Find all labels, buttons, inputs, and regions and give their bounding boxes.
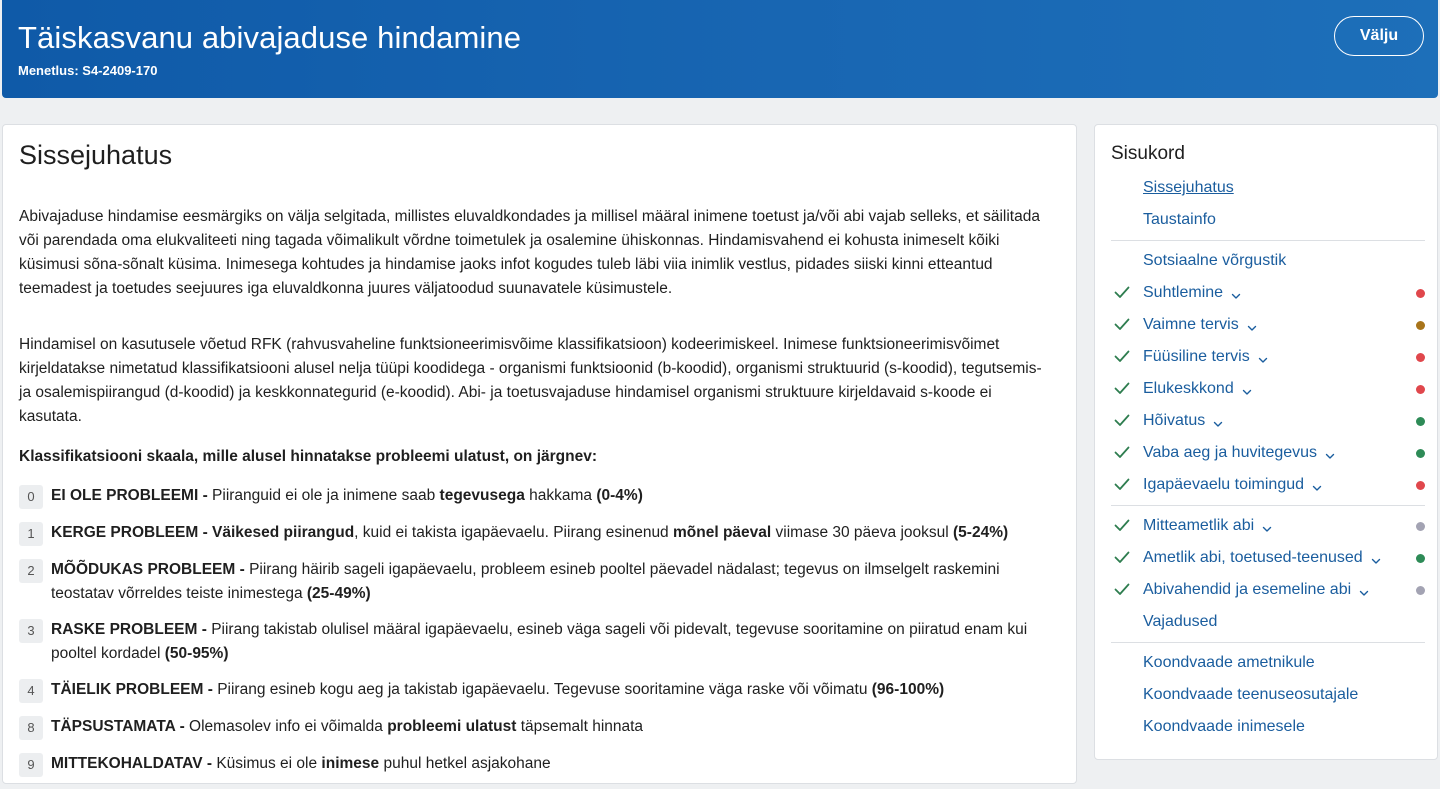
scale-code-badge: 0 <box>19 485 43 509</box>
toc-item-text: Koondvaade ametnikule <box>1143 654 1315 671</box>
toc-item-label[interactable] <box>1143 348 1268 366</box>
toc-item-text: Mitteametlik abi <box>1143 517 1255 534</box>
scale-item <box>19 618 1060 666</box>
scale-code-badge: 3 <box>19 619 43 643</box>
toc-item-label[interactable] <box>1143 686 1358 704</box>
toc-divider <box>1111 240 1425 241</box>
scale-emphasis: TÄIELIK PROBLEEM - <box>51 681 218 698</box>
scale-title: Klassifikatsiooni skaala, mille alusel hinnatakse probleemi ulatust, on järgnev: <box>19 448 597 465</box>
toc-item-text: Sotsiaalne võrgustik <box>1143 252 1287 269</box>
exit-button[interactable]: Välju <box>1334 16 1424 56</box>
check-icon <box>1113 475 1131 493</box>
scale-item <box>19 558 1060 606</box>
toc-item-abivahendid-ja-esemeline-abi[interactable] <box>1111 574 1425 606</box>
status-dot <box>1416 481 1425 490</box>
section-heading: Sissejuhatus <box>19 140 173 170</box>
scale-emphasis: MITTEKOHALDATAV - <box>51 755 217 772</box>
scale-code-badge: 8 <box>19 716 43 740</box>
check-icon <box>1113 411 1131 429</box>
scale-description <box>51 521 1060 545</box>
chevron-down-icon[interactable] <box>1247 320 1257 330</box>
toc-item-text: Füüsiline tervis <box>1143 348 1250 365</box>
scale-emphasis: MÕÕDUKAS PROBLEEM - <box>51 561 250 578</box>
toc-item-text: Elukeskkond <box>1143 380 1234 397</box>
toc-item-label[interactable] <box>1143 444 1335 462</box>
toc-item-label[interactable] <box>1143 252 1286 270</box>
toc-item-vajadused[interactable] <box>1111 606 1425 638</box>
scale-item <box>19 521 1060 546</box>
scale-emphasis: inimese <box>321 755 380 772</box>
scale-item <box>19 715 1060 740</box>
toc-item-text: Vaba aeg ja huvitegevus <box>1143 444 1318 461</box>
toc-item-mitteametlik-abi[interactable] <box>1111 510 1425 542</box>
chevron-down-icon[interactable] <box>1325 448 1335 458</box>
chevron-down-icon[interactable] <box>1258 352 1268 362</box>
scale-emphasis: RASKE PROBLEEM - <box>51 621 212 638</box>
toc-item-text: Vajadused <box>1143 613 1218 630</box>
scale-text-part: Küsimus ei ole <box>216 755 322 772</box>
scale-emphasis: (5-24%) <box>953 524 1009 541</box>
toc-item-text: Vaimne tervis <box>1143 316 1239 333</box>
toc-item-text: Suhtlemine <box>1143 284 1224 301</box>
scale-code-badge: 4 <box>19 679 43 703</box>
scale-description <box>51 752 1060 776</box>
chevron-down-icon[interactable] <box>1262 521 1272 531</box>
scale-code-badge: 1 <box>19 522 43 546</box>
status-dot <box>1416 289 1425 298</box>
chevron-down-icon[interactable] <box>1213 416 1223 426</box>
toc-item-label[interactable] <box>1143 549 1381 567</box>
app-header <box>2 0 1438 98</box>
status-dot <box>1416 353 1425 362</box>
scale-description <box>51 678 1060 702</box>
check-icon <box>1113 443 1131 461</box>
scale-description <box>51 618 1060 666</box>
check-icon <box>1113 347 1131 365</box>
status-dot <box>1416 554 1425 563</box>
toc-item-text: Igapäevaelu toimingud <box>1143 476 1305 493</box>
toc-item-text: Koondvaade inimesele <box>1143 718 1305 735</box>
toc-item-sissejuhatus[interactable] <box>1111 172 1425 204</box>
scale-emphasis: mõnel päeval <box>673 524 772 541</box>
toc-item-text: Koondvaade teenuseosutajale <box>1143 686 1359 703</box>
toc-item-label[interactable] <box>1143 718 1305 736</box>
scale-description <box>51 715 1060 739</box>
scale-description <box>51 484 1060 508</box>
chevron-down-icon[interactable] <box>1242 384 1252 394</box>
scale-item <box>19 752 1060 777</box>
toc-item-label[interactable] <box>1143 517 1272 535</box>
toc-title: Sisukord <box>1111 143 1185 164</box>
scale-emphasis: tegevusega <box>439 487 525 504</box>
toc-item-label[interactable] <box>1143 316 1257 334</box>
scale-description <box>51 558 1060 606</box>
toc-item-label[interactable] <box>1143 179 1234 197</box>
scale-text-part: puhul hetkel asjakohane <box>379 755 551 772</box>
check-icon <box>1113 580 1131 598</box>
case-number: Menetlus: S4-2409-170 <box>18 63 158 78</box>
toc-item-ametlik-abi-toetused-teenused[interactable] <box>1111 542 1425 574</box>
status-dot <box>1416 586 1425 595</box>
scale-text-part: hakkama <box>524 487 597 504</box>
status-dot <box>1416 321 1425 330</box>
table-of-contents <box>1094 124 1438 760</box>
scale-emphasis: (50-95%) <box>164 645 229 662</box>
scale-text-part: Piiranguid ei ole ja inimene saab <box>212 487 440 504</box>
scale-text-part: Olemasolev info ei võimalda <box>189 718 388 735</box>
toc-item-label[interactable] <box>1143 412 1223 430</box>
toc-item-koondvaade-teenuseosutajale[interactable] <box>1111 679 1425 711</box>
chevron-down-icon[interactable] <box>1231 288 1241 298</box>
check-icon <box>1113 379 1131 397</box>
toc-item-koondvaade-inimesele[interactable] <box>1111 711 1425 743</box>
toc-item-igapaevaelu-toimingud[interactable] <box>1111 469 1425 501</box>
scale-emphasis: KERGE PROBLEEM - Väikesed piirangud <box>51 524 355 541</box>
intro-paragraph: Abivajaduse hindamise eesmärgiks on välja selgitada, millistes eluvaldkondades ja millisel määral inimene toetust ja/või abi vajab selleks, et säilitada või parendada oma elukvaliteeti ning tagada võimalikult võrdne toimetulek ja osalemine ühiskonnas. Hindamisvahend ei kohusta inimeselt kõiki küsimusi sõna-sõnalt küsima. Inimesega kohtudes ja hindamise jaoks infot kogudes tuleb läbi viia inimlik vestlus, pidades siiski kinni etteantud teemadest ja toetudes seejuures iga eluvaldkonna juures väljatoodud suunavatele küsimustele. <box>19 208 1040 297</box>
scale-code-badge: 9 <box>19 753 43 777</box>
scale-emphasis: (0-4%) <box>596 487 643 504</box>
scale-item <box>19 484 1060 509</box>
scale-emphasis: TÄPSUSTAMATA - <box>51 718 190 735</box>
toc-item-fuusiline-tervis[interactable] <box>1111 341 1425 373</box>
chevron-down-icon[interactable] <box>1371 553 1381 563</box>
toc-item-text: Sissejuhatus <box>1143 179 1234 196</box>
toc-divider <box>1111 505 1425 506</box>
toc-item-vaimne-tervis[interactable] <box>1111 309 1425 341</box>
scale-text-part: Piirang takistab olulisel määral igapäevaelu, esineb väga sageli või pidevalt, tegevuse sooritamine on piiratud enam kui pooltel kordadel <box>51 621 1028 662</box>
page-title: Täiskasvanu abivajaduse hindamine <box>18 20 522 55</box>
toc-item-label[interactable] <box>1143 613 1217 631</box>
toc-item-sotsiaalne-vorgustik[interactable] <box>1111 245 1425 277</box>
chevron-down-icon[interactable] <box>1312 480 1322 490</box>
scale-text-part: Piirang esineb kogu aeg ja takistab igapäevaelu. Tegevuse sooritamine väga raske või võimatu <box>217 681 872 698</box>
rfk-paragraph: Hindamisel on kasutusele võetud RFK (rahvusvaheline funktsioneerimisvõime klassifikatsioon) kodeerimiskeel. Inimese funktsioneerimisvõimet kirjeldatakse nimetatud klassifikatsiooni alusel nelja tüüpi koodidega - organismi funktsioonid (b-koodid), organismi struktuurid (s-koodid), tegutsemis- ja osalemispiirangud (d-koodid) ja keskkonnategurid (e-koodid). Abi- ja toetusvajaduse hindamisel organismi struktuure kirjeldavaid s-koode ei kasutata. <box>19 336 1042 425</box>
scale-text-part: viimase 30 päeva jooksul <box>771 524 954 541</box>
toc-item-label[interactable] <box>1143 380 1252 398</box>
content-panel <box>2 124 1077 784</box>
scale-text-part: Piirang häirib sageli igapäevaelu, probleem esineb pooltel päevadel nädalast; tegevus on ilmselgelt raskemini teostatav võrreldes teiste inimestega <box>51 561 1000 602</box>
toc-item-label[interactable] <box>1143 654 1315 672</box>
scale-list <box>19 484 1060 789</box>
check-icon <box>1113 548 1131 566</box>
toc-item-text: Hõivatus <box>1143 412 1206 429</box>
scale-code-badge: 2 <box>19 559 43 583</box>
toc-item-label[interactable] <box>1143 476 1322 494</box>
toc-item-koondvaade-ametnikule[interactable] <box>1111 647 1425 679</box>
check-icon <box>1113 315 1131 333</box>
status-dot <box>1416 449 1425 458</box>
toc-item-label[interactable] <box>1143 284 1241 302</box>
check-icon <box>1113 516 1131 534</box>
scale-emphasis: (96-100%) <box>871 681 945 698</box>
status-dot <box>1416 385 1425 394</box>
toc-item-label[interactable] <box>1143 581 1369 599</box>
toc-item-hoivatus[interactable] <box>1111 405 1425 437</box>
toc-item-taustainfo[interactable] <box>1111 204 1425 236</box>
status-dot <box>1416 417 1425 426</box>
toc-item-label[interactable] <box>1143 211 1216 229</box>
scale-emphasis: (25-49%) <box>306 585 371 602</box>
scale-emphasis: probleemi ulatust <box>387 718 517 735</box>
toc-item-text: Abivahendid ja esemeline abi <box>1143 581 1352 598</box>
scale-text-part: , kuid ei takista igapäevaelu. Piirang esinenud <box>354 524 673 541</box>
check-icon <box>1113 283 1131 301</box>
scale-item <box>19 678 1060 703</box>
status-dot <box>1416 522 1425 531</box>
toc-item-text: Taustainfo <box>1143 211 1216 228</box>
toc-item-elukeskkond[interactable] <box>1111 373 1425 405</box>
chevron-down-icon[interactable] <box>1359 585 1369 595</box>
toc-item-suhtlemine[interactable] <box>1111 277 1425 309</box>
toc-item-text: Ametlik abi, toetused-teenused <box>1143 549 1363 566</box>
toc-list <box>1111 172 1425 743</box>
toc-divider <box>1111 642 1425 643</box>
scale-emphasis: EI OLE PROBLEEMI - <box>51 487 213 504</box>
scale-text-part: täpsemalt hinnata <box>516 718 644 735</box>
toc-item-vaba-aeg-ja-huvitegevus[interactable] <box>1111 437 1425 469</box>
